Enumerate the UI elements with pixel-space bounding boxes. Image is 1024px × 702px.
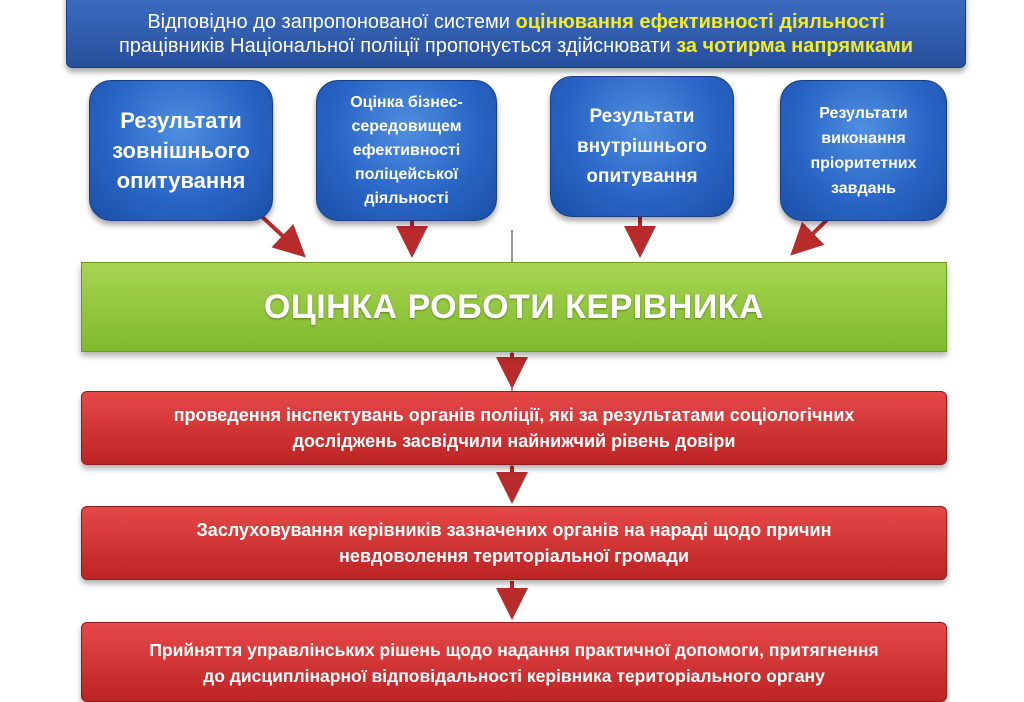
- step-line: проведення інспектувань органів поліції, які за результатами соціологічних: [173, 405, 855, 425]
- source-line: Результати: [589, 105, 695, 127]
- source-line: діяльності: [364, 189, 449, 207]
- source-box-text: [112, 106, 250, 196]
- step-line: Прийняття управлінських рішень щодо надання практичної допомоги, притягнення: [149, 640, 879, 660]
- source-line: Результати: [120, 107, 242, 133]
- source-box-external-survey: [89, 80, 273, 221]
- source-line: завдань: [830, 179, 897, 197]
- step-line: до дисциплінарної відповідальності керівника територіального органу: [203, 666, 825, 686]
- source-box-internal-survey: [550, 76, 734, 217]
- header-line-1-text: Відповідно до запропонованої системи: [147, 11, 516, 33]
- source-box-text: [810, 101, 916, 201]
- step-box-inspections: [81, 391, 947, 465]
- source-line: ефективності: [352, 141, 461, 159]
- header-line-2: [119, 34, 913, 58]
- step-line: досліджень засвідчили найнижчий рівень довіри: [292, 431, 736, 451]
- header-box: [66, 0, 966, 68]
- main-assessment-box: [81, 262, 947, 352]
- source-box-text: [350, 91, 463, 211]
- source-line: опитування: [586, 165, 698, 187]
- source-line: опитування: [116, 167, 246, 193]
- step-box-hearing: [81, 506, 947, 580]
- source-line: внутрішнього: [576, 135, 707, 157]
- source-box-business-assessment: [316, 80, 497, 221]
- source-line: пріоритетних: [810, 154, 917, 172]
- source-line: поліцейської: [354, 165, 458, 183]
- source-box-priority-tasks: [780, 80, 947, 221]
- source-line: Результати: [819, 104, 908, 122]
- source-line: середовищем: [351, 117, 462, 135]
- header-line-2-text: працівників Національної поліції пропонується здійснювати: [118, 35, 677, 57]
- step-line: Заслуховування керівників зазначених органів на нараді щодо причин: [196, 520, 832, 540]
- header-line-2-highlight: за чотирма напрямками: [676, 35, 914, 57]
- step-line: невдоволення територіальної громади: [339, 546, 689, 566]
- source-line: Оцінка бізнес-: [350, 93, 463, 111]
- source-line: зовнішнього: [112, 137, 250, 163]
- source-box-text: [577, 102, 707, 192]
- header-line-1: [147, 10, 884, 34]
- source-line: виконання: [821, 129, 906, 147]
- header-line-1-highlight: оцінювання ефективності діяльності: [515, 11, 885, 33]
- arrow-source1-to-main: [258, 213, 300, 252]
- main-assessment-label: ОЦІНКА РОБОТИ КЕРІВНИКА: [263, 287, 765, 326]
- step-box-management-decisions: [81, 622, 947, 702]
